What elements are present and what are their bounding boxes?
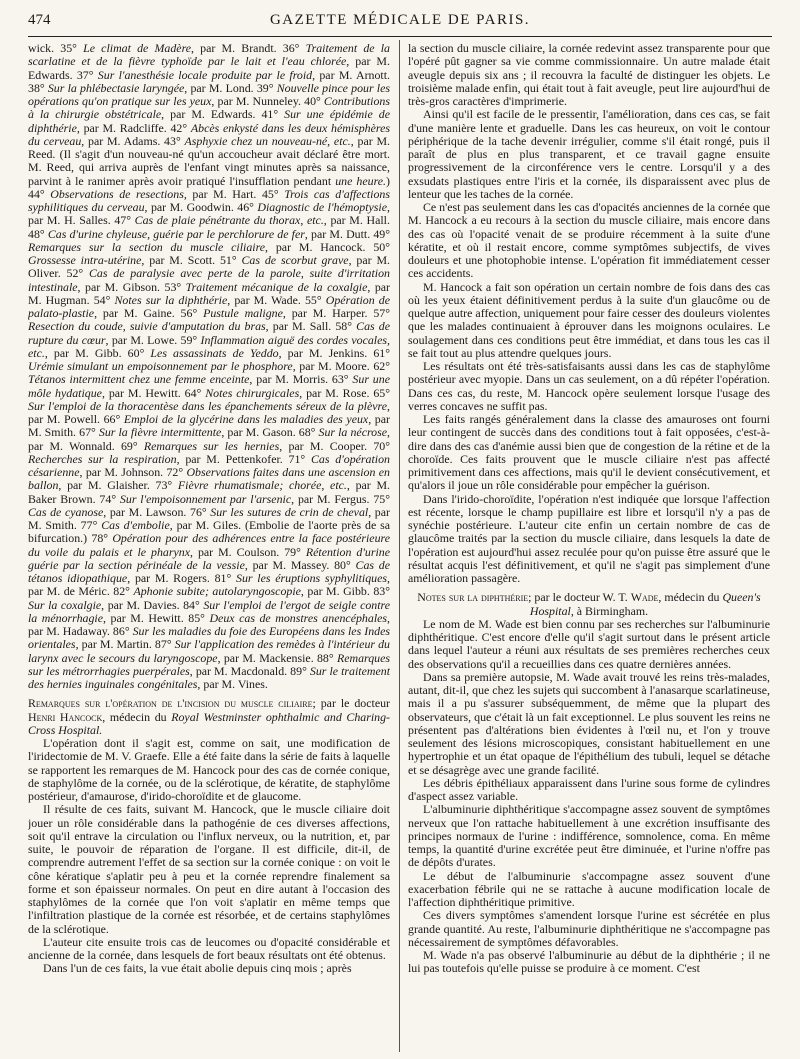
paragraph: Ainsi qu'il est facile de le pressentir, l'amélioration, dans ces cas, se fait d'une manière lente et graduelle. Dans les cas heureux, on voit le contour périphérique de la tache devenir irrégulier, comme s'il était rongé, puis il paraît de plus en plus transparent, et ce travail gagne ensuite progressivement de la circonférence vers le centre. Lorsqu'il y a des exsudats plastiques entre l'iris et la cornée, ils disparaissent avec plus de lenteur que les taches de la cornée.	[408, 107, 770, 201]
paragraph: Les faits rangés généralement dans la classe des amauroses ont fourni leur contingent de succès dans des conditions tout à fait opposées, c'est-à-dire dans des cas d'anémie aussi bien que de congestion de la rétine et de la choroïde. Ces faits prouvent que le muscle ciliaire n'est pas affecté primitivement dans ces affections, mais qu'il le devient consécutivement, et qu'alors il joue un rôle considérable pour empêcher la guérison.	[408, 412, 770, 493]
text-run: , par M. Rogers. 81°	[127, 571, 237, 585]
text-run: Urémie simulant un empoisonnement par le phosphore	[28, 359, 293, 373]
text-run: , par M. Goodwin. 46°	[144, 200, 258, 214]
text-run: , par M. Hall. 48°	[28, 213, 390, 241]
text-run: , par M. Adams. 43°	[81, 133, 185, 148]
paragraph: Le début de l'albuminurie s'accompagne assez souvent d'une exacerbation fébrile qui ne se rattache à aucune modification locale de l'affection diphthéritique primitive.	[408, 868, 770, 909]
paragraph: L'auteur cite ensuite trois cas de leucomes ou d'opacité considérable et ancienne de la cornée, dans lesquels de fort beaux résultats ont été obtenus.	[28, 934, 390, 962]
text-run: , par M. Pettenkofer. 71°	[176, 451, 311, 466]
text-run: Notes chirurgicales	[205, 385, 300, 400]
text-run: Remarques sur les métrorrhagies puerpérales	[28, 650, 390, 678]
text-run: Queen's Hospital	[529, 590, 761, 618]
text-run: , par M. Lond. 39°	[184, 80, 277, 95]
text-run: Royal Westminster ophthalmic and Charing-Cross Hospital.	[28, 709, 390, 737]
text-run: Cas de tétanos idiopathique	[28, 557, 390, 585]
text-run: , par M. Johnson. 72°	[79, 465, 187, 479]
text-run: Sur la fièvre intermittente	[98, 425, 222, 440]
text-run: Wade	[630, 590, 659, 605]
text-run: , par M. Edwards. 41°	[161, 107, 285, 122]
text-run: , par M. Hugman. 54°	[28, 279, 390, 307]
header-rule	[28, 36, 772, 37]
text-run: Trois cas d'affections syphilitiques du cerveau	[28, 186, 390, 214]
text-run: Remarques sur la section du muscle ciliaire	[28, 239, 266, 254]
text-run: , par M. Hancock. 50°	[265, 239, 390, 254]
text-run: Opération de palato-plastie	[28, 292, 390, 320]
text-run: , par M. Hadaway. 86°	[28, 610, 390, 638]
text-run: , par M. Arnott. 38°	[28, 67, 390, 95]
paragraph: la section du muscle ciliaire, la cornée redevint assez transparente pour que l'opéré pût gagner sa vie comme commissionnaire. Un autre malade était aveugle depuis six ans ; il recouvra la faculté de distinguer les objets. Le troisième malade enfin, qui était tout à fait aveugle, peut lire aujourd'hui de très-gros caractères d'imprimerie.	[408, 42, 770, 108]
text-run: Remarques sur les hernies	[143, 438, 280, 453]
text-run: , par M. Moore. 62°	[292, 359, 390, 373]
text-run: Cas de cyanose	[28, 504, 104, 519]
text-run: Resection du coude, suivie d'amputation du bras	[28, 319, 266, 334]
text-run: , par M. Rose. 65°	[299, 385, 390, 400]
text-run: Sur les maladies du foie des Européens dans les Indes orientales	[28, 624, 390, 652]
text-run: Asphyxie chez un nouveau-né, etc.	[184, 133, 351, 148]
text-run: Observations faites dans une ascension en ballon	[28, 465, 390, 493]
text-run: , par M. Morris. 63°	[249, 372, 353, 387]
text-run: , par M. Gibb. 60°	[44, 345, 151, 360]
paragraph: Les résultats ont été très-satisfaisants aussi dans les cas de staphylôme postérieur avec myopie. Dans un cas seulement, on a dû répéter l'opération. Dans ces cas, du reste, M. Hancock opère seulement lorsque l'usage des verres concaves ne suffit pas.	[408, 359, 770, 413]
text-run: Traitement mécanique de la coxalgie	[185, 279, 368, 294]
text-run: , médecin du	[658, 590, 723, 605]
running-title: GAZETTE MÉDICALE DE PARIS.	[269, 12, 531, 28]
text-run: Sur l'emploi de la thoracentèse dans les épanchements séreux de la plèvre	[28, 398, 388, 413]
text-run: , par M. Gibb. 83°	[300, 584, 390, 599]
text-run: Traitement de la scarlatine et de la fièvre typhoïde par le lait et l'eau chlorée	[28, 42, 390, 69]
text-run: Sur la phlébectasie laryngée	[47, 80, 185, 95]
paragraph: Dans l'un de ces faits, la vue était abolie depuis cinq mois ; après	[43, 961, 352, 976]
text-run: , par M. Mackensie. 88°	[217, 650, 337, 665]
paragraph: Il résulte de ces faits, suivant M. Hancock, que le muscle ciliaire doit jouer un rôle considérable dans la pathogénie de ces diverses affections, soit qu'il entrave la circulation ou l'influx nerveux, ou la nutrition, et, par suite, le pouvoir de réparation de l'organe. Il est difficile, dit-il, de comprendre autrement l'effet de sa section sur la cornée conique : on voit le cône kératique s'aplatir peu à peu et la cornée reprendre finalement sa forme et son épaisseur normales. On peut en dire autant à l'occasion des staphylômes de la cornée que l'on voit s'aplatir en même temps que l'infiltration plastique de la cornée est résorbée, et de certains staphylômes de la sclérotique.	[28, 802, 390, 936]
text-run: , par M. Scott. 51°	[141, 253, 242, 267]
text-run: Sur une môle hydatique	[28, 372, 390, 400]
text-run: Le climat de Madère	[83, 42, 192, 55]
running-header	[28, 10, 772, 32]
text-run: , par M. Vines.	[197, 677, 268, 691]
section-heading-wade	[408, 591, 770, 618]
text-run: , par M. Lawson. 76°	[103, 504, 211, 519]
text-run: , par M. Lowe. 59°	[105, 332, 201, 347]
paragraph: Le nom de M. Wade est bien connu par ses recherches sur l'albuminurie diphthéritique. C'est encore d'elle qu'il s'agit surtout dans le présent article dans lequel l'auteur a réuni aux résultats de ses premières recherches ceux des observations qu'il a recueillies dans ces quatre dernières années.	[408, 616, 770, 671]
text-run: , par M. Dutt. 49°	[304, 226, 390, 241]
text-run: , par M. Reed. (Il s'agit d'un nouveau-né qu'un accoucheur avait déclaré être mort. M. Reed, qui arriva auprès de l'enfant vingt minutes après sa naissance, parvint à le ranimer après avoir pratiqué l'insufflation pendant	[28, 133, 390, 188]
text-run: Pustule maligne	[203, 306, 283, 320]
text-run: , à Birmingham.	[570, 603, 649, 618]
text-run: ; par le docteur W. T.	[528, 590, 631, 605]
text-run: , par M. Oliver. 52°	[28, 253, 390, 281]
paragraph: L'opération dont il s'agit est, comme on sait, une modification de l'iridectomie de M. V. Graefe. Elle a été faite dans la série de faits à laquelle se rapportent les remarques de M. Hancock pour des cas de cornée conique, de staphylôme de la cornée, ou de la sclérotique, de kératite, de staphylôme postérieur, d'amaurose, d'irido-choroïdite et de glaucome.	[28, 736, 390, 803]
text-run: , par M. Coulson. 79°	[189, 544, 306, 559]
text-run: , par M. Brandt. 36°	[191, 42, 306, 55]
text-run: , par M. Cooper. 70°	[279, 438, 390, 453]
text-run: , par M. Baker Brown. 74°	[28, 478, 390, 506]
text-run: , par M. de Méric. 82°	[28, 571, 390, 599]
text-run: Observations de resections	[50, 186, 184, 201]
text-run: , par M. Sall. 58°	[265, 319, 357, 334]
text-run: Cas de scorbut grave	[241, 253, 349, 267]
text-run: Remarques sur l'opération de l'incision du muscle ciliaire	[28, 696, 313, 711]
text-run: Diagnostic de l'hémoptysie	[257, 200, 388, 214]
text-run: Cas d'urine chyleuse, guérie par le perchlorure de fer	[47, 226, 305, 241]
text-run: Aphonie subite; autolaryngoscopie	[133, 584, 301, 599]
paragraph: Les débris épithéliaux apparaissent dans l'urine sous forme de cylindres d'aspect assez variable.	[408, 775, 770, 803]
text-run: Sur la nécrose	[318, 425, 388, 440]
text-run: , par M. H. Salles. 47°	[28, 200, 390, 228]
paragraph: M. Hancock a fait son opération un certain nombre de fois dans des cas où les yeux étaient définitivement perdus à la suite d'un glaucôme ou de quelque autre affection, uniquement pour faire cesser des douleurs violentes que les malades continuaient à éprouver dans les moignons oculaires. Le soulagement dans ces conditions peut être immédiat, et dans tous les cas il se fait tout au plus attendre quelques jours.	[408, 279, 770, 360]
text-run: Contributions à la chirurgie obstétricale	[28, 94, 390, 122]
text-run: Henri Hancock	[28, 709, 103, 724]
text-run: Sur l'anesthésie locale produite par le froid	[97, 67, 313, 82]
page-number: 474	[28, 12, 51, 28]
text-run: Nouvelle pince pour les opérations qu'on pratique sur les yeux	[28, 80, 390, 108]
paragraph: Ces divers symptômes s'amendent lorsque l'urine est sécrétée en plus grande quantité. Au reste, l'albuminurie diphthéritique ne s'accompagne pas nécessairement de symptômes défavorables.	[408, 908, 770, 949]
text-run: , par M. Macdonald. 89°	[189, 663, 310, 678]
left-column	[28, 42, 390, 1052]
section-heading-hancock	[28, 697, 390, 737]
text-run: Cas d'opération césarienne	[28, 451, 390, 479]
text-run: Inflammation aiguë des cordes vocales, etc.	[28, 332, 390, 360]
text-run: , par M. Jenkins. 61°	[278, 345, 390, 360]
text-run: , médecin du	[102, 709, 172, 724]
text-run: Cas de rupture du cœur	[28, 319, 390, 347]
text-run: Sur l'application des remèdes à l'intérieur du larynx avec le secours du laryngoscope	[28, 637, 390, 665]
article-list	[28, 42, 390, 691]
text-run: Opération pour des adhérences entre la face postérieure du voile du palais et le pharynx	[28, 531, 390, 559]
text-run: , par M. Wonnald. 69°	[28, 425, 390, 453]
text-run: ) 44°	[28, 173, 390, 201]
text-run: , par M. Martin. 87°	[75, 637, 175, 652]
text-run: , par M. Giles. (Embolie de l'aorte près de sa bifurcation.) 78°	[28, 518, 390, 546]
text-run: Emploi de la glycérine dans les maladies des yeux	[123, 412, 369, 426]
text-run: , par M. Powell. 66°	[28, 398, 390, 426]
text-run: , par M. Gason. 68°	[221, 425, 319, 440]
text-run: , par M. Massey. 80°	[244, 557, 356, 572]
text-run: Sur les sutures de crin de cheval	[210, 504, 369, 519]
text-run: Notes sur la diphthérie	[114, 292, 228, 307]
text-run: Fièvre rhumatismale; chorée, etc.	[177, 478, 347, 493]
text-run: Les assassinats de Yeddo	[150, 345, 279, 360]
text-run: , par M. Davies. 84°	[101, 597, 204, 612]
text-run: Recherches sur la respiration	[28, 451, 177, 466]
text-run: Sur l'empoisonnement par l'arsenic	[119, 491, 292, 506]
text-run: , par M. Gibson. 53°	[77, 279, 186, 294]
text-run: Sur l'emploi de l'ergot de seigle contre la ménorrhagie	[28, 597, 390, 625]
text-run: Cas d'embolie	[101, 518, 170, 532]
text-run: , par M. Edwards. 37°	[28, 54, 390, 82]
right-column	[408, 42, 770, 1052]
text-run: , par M. Hewitt. 64°	[101, 385, 206, 400]
text-run: , par M. Wade. 55°	[227, 292, 326, 307]
text-run: Sur une épidémie de diphthérie	[28, 107, 390, 135]
text-run: wick. 35°	[28, 42, 84, 55]
text-run: ; par le docteur	[312, 696, 390, 711]
paragraph: Dans l'irido-choroïdite, l'opération n'est indiquée que lorsque l'affection est récente, lorsque le champ pupillaire est libre et lorsqu'il n'y a pas de synéchie postérieure. L'auteur cite enfin un certain nombre de cas de glaucôme traités par la section du muscle ciliaire, dans lesquels la date de l'opération est aujourd'hui assez reculée pour qu'on puisse être assuré que le résultat acquis l'est définitivement, et qu'il ne s'agit pas simplement d'une amélioration passagère.	[408, 491, 770, 585]
text-run: , par M. Hewitt. 85°	[103, 610, 210, 625]
text-run: Sur le traitement des hernies inguinales congénitales	[28, 663, 390, 691]
column-divider	[399, 40, 400, 1052]
text-run: Tétanos intermittent chez une femme enceinte	[28, 372, 250, 387]
paragraph: L'albuminurie diphthéritique s'accompagne assez souvent de symptômes nerveux que l'on rattache habituellement à une excrétion insuffisante des principes normaux de l'urine : indifférence, somnolence, coma. En même temps, la quantité d'urine excrétée peut être diminuée, et l'urine n'offre pas de dépôts d'urates.	[408, 802, 770, 870]
text-run: , par M. Fergus. 75°	[291, 491, 390, 506]
text-run: Grossesse intra-utérine	[28, 253, 142, 267]
text-run: Sur les éruptions syphylitiques	[236, 571, 388, 585]
paragraph: Dans sa première autopsie, M. Wade avait trouvé les reins très-malades, autant, dit-il, que chez les sujets qui succombent à l'anasarque scarlatineuse, mais il a pu s'assurer subséquemment, de même que la plupart des observateurs, que c'était là un fait exceptionnel. Le plus souvent les reins ne présentent pas d'altérations bien évidentes à l'œil nu, et l'on y trouve seulement des lésions microscopiques, consistant habituellement en une hypertrophie et un état opaque de l'épithélium des tubuli, lequel se détache et se désagrège avec une grande facilité.	[408, 669, 770, 777]
paragraph: Ce n'est pas seulement dans les cas d'opacités anciennes de la cornée que M. Hancock a eu recours à la section du muscle ciliaire, mais encore dans des cas où l'opacité venait de se produire récemment à la suite d'une kératite, et où il restait encore, comme symptômes subjectifs, de vives douleurs et une photophobie intense. L'opération fit immédiatement cesser ces accidents.	[408, 200, 770, 281]
text-run: , par M. Hart. 45°	[183, 186, 285, 201]
text-run: , par M. Glaisher. 73°	[58, 478, 178, 493]
text-run: , par M. Gaine. 56°	[94, 306, 204, 320]
text-run: , par M. Radcliffe. 42°	[76, 120, 191, 135]
text-run: Abcès enkysté dans les deux hémisphères du cerveau	[28, 120, 390, 148]
paragraph: M. Wade n'a pas observé l'albuminurie au début de la diphthérie ; il ne lui pas toutefois qu'elle puisse se produire à ce moment. C'est	[408, 948, 770, 976]
text-run: Cas de plaie pénétrante du thorax, etc.	[134, 213, 324, 228]
text-run: Notes sur la diphthérie	[417, 590, 529, 605]
text-run: , par M. Smith. 67°	[28, 412, 390, 440]
text-run: Rétention d'urine guérie par la section périnéale de la vessie	[28, 544, 390, 572]
text-run: , par M. Harper. 57°	[282, 306, 390, 320]
text-run: Cas de paralysie avec perte de la parole, suite d'irritation intestinale	[28, 266, 390, 294]
text-run: une heure.	[335, 173, 387, 188]
text-run: , par M. Nunneley. 40°	[211, 94, 324, 108]
text-run: Sur la coxalgie	[28, 597, 102, 612]
text-run: Deux cas de monstres anencéphales	[209, 610, 388, 625]
text-run: , par M. Smith. 77°	[28, 504, 390, 532]
